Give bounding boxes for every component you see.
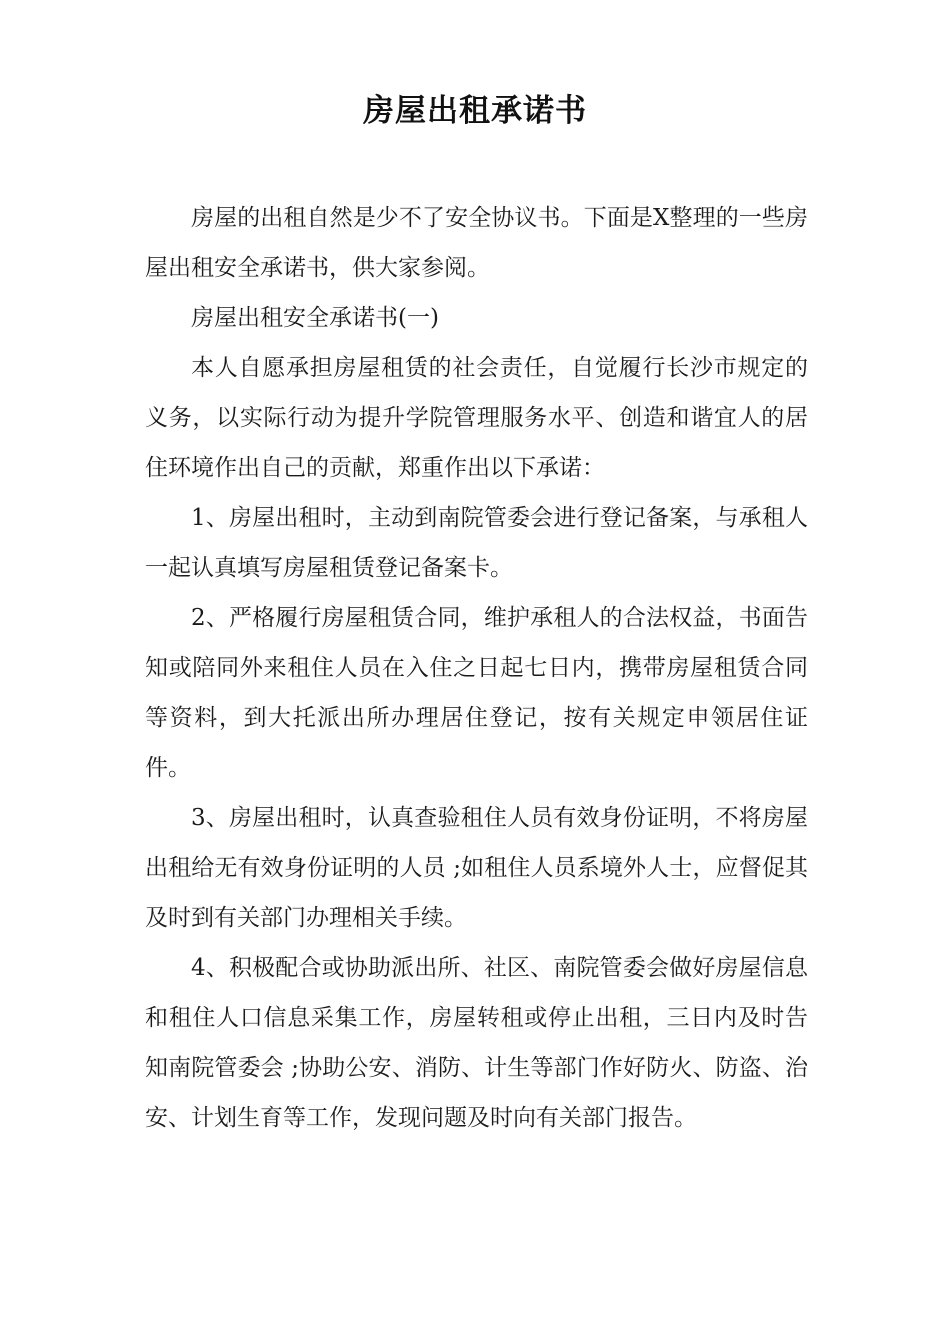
commitment-preamble: 本人自愿承担房屋租赁的社会责任，自觉履行长沙市规定的义务，以实际行动为提升学院管理服务水平、创造和谐宜人的居住环境作出自己的贡献，郑重作出以下承诺： [145,355,808,481]
commitment-item-4: 4、积极配合或协助派出所、社区、南院管委会做好房屋信息和租住人口信息采集工作，房屋转租或停止出租，三日内及时告知南院管委会 ;协助公安、消防、计生等部门作好防火、防盗、治安、计划生育等工作，发现问题及时向有关部门报告。 [145,955,808,1131]
document-title: 房屋出租承诺书 [363,93,587,129]
commitment-item-2: 2、严格履行房屋租赁合同，维护承租人的合法权益，书面告知或陪同外来租住人员在入住之日起七日内，携带房屋租赁合同等资料，到大托派出所办理居住登记，按有关规定申领居住证件。 [145,605,808,781]
document-body [145,193,808,1143]
commitment-item-1: 1、房屋出租时，主动到南院管委会进行登记备案，与承租人一起认真填写房屋租赁登记备案卡。 [145,505,808,581]
intro-paragraph: 房屋的出租自然是少不了安全协议书。下面是X整理的一些房屋出租安全承诺书，供大家参阅。 [145,205,808,281]
commitment-item-3: 3、房屋出租时，认真查验租住人员有效身份证明，不将房屋出租给无有效身份证明的人员 ;如租住人员系境外人士，应督促其及时到有关部门办理相关手续。 [145,805,808,931]
section-heading: 房屋出租安全承诺书(一) [191,305,439,331]
